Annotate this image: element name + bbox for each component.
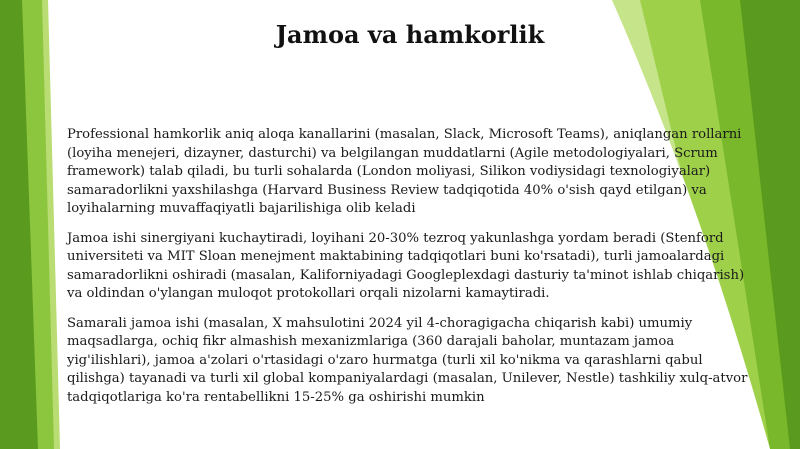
paragraph-1: Professional hamkorlik aniq aloqa kanallarini (masalan, Slack, Microsoft Teams), aniqlangan rollarni (loyiha menejeri, dizayner, dasturchi) va belgilangan muddatlarni (Agile metodologiyalari, Scrum framework) talab qiladi, bu turli sohalarda (London moliyasi, Silikon vodiysidagi texnologiyalar) samaradorlikni yaxshilashga (Harvard Business Review tadqiqotida 40% o'sish qayd etilgan) va loyihalarning muvaffaqiyatli bajarilishiga olib keladi [67,127,742,216]
paragraph-2: Jamoa ishi sinergiyani kuchaytiradi, loyihani 20-30% tezroq yakunlashga yordam beradi (Stenford universiteti va MIT Sloan menejment maktabining tadqiqotlari buni ko'rsatadi), turli jamoalardagi samaradorlikni oshiradi (masalan, Kaliforniyadagi Googleplexdagi dasturiy ta'minot ishlab chiqarish) va oldindan o'ylangan muloqot protokollari orqali nizolarni kamaytiradi. [67,230,745,301]
slide-body [67,126,757,418]
paragraph-3: Samarali jamoa ishi (masalan, X mahsulotini 2024 yil 4-choragigacha chiqarish kabi) umumiy maqsadlarga, ochiq fikr almashish mexanizmlariga (360 darajali baholar, muntazam jamoa yig'ilishlari), jamoa a'zolari o'rtasidagi o'zaro hurmatga (turli xil ko'nikma va qarashlarni qabul qilishga) tayanadi va turli xil global kompaniyalardagi (masalan, Unilever, Nestle) tashkiliy xulq-atvor tadqiqotlariga ko'ra rentabellikni 15-25% ga oshirishi mumkin [67,315,748,405]
slide-title: Jamoa va hamkorlik [275,20,545,49]
